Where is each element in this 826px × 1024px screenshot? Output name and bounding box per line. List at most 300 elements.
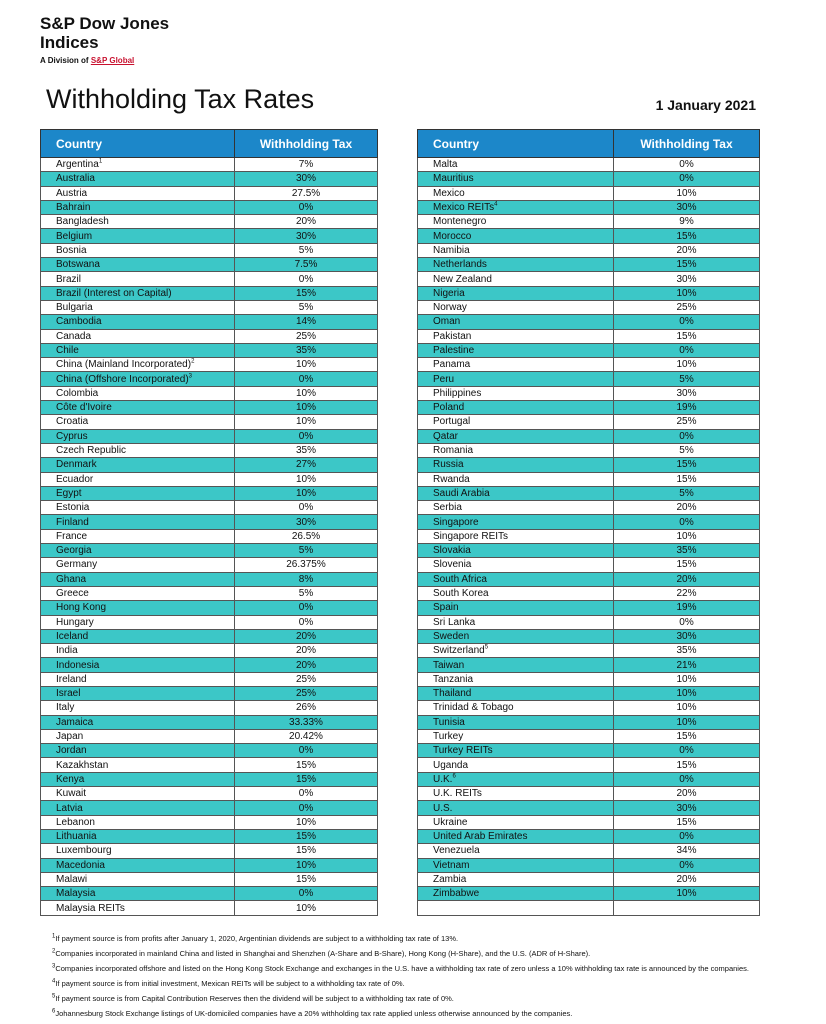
table-row — [41, 887, 378, 901]
country-cell — [41, 343, 235, 357]
country-name: Hong Kong — [56, 602, 107, 614]
country-name: United Arab Emirates — [433, 831, 528, 843]
table-row — [41, 815, 378, 829]
tax-rate-cell: 0% — [235, 429, 378, 443]
table-row — [418, 872, 760, 886]
country-cell — [418, 329, 614, 343]
country-cell — [418, 715, 614, 729]
country-cell — [41, 872, 235, 886]
country-name: Cambodia — [56, 316, 102, 328]
country-name: Pakistan — [433, 330, 472, 342]
country-name: China (Offshore Incorporated) — [56, 373, 189, 385]
tax-rate-cell: 30% — [614, 200, 760, 214]
tax-rate-cell: 10% — [614, 686, 760, 700]
table-row — [41, 629, 378, 643]
footnote-marker: 6 — [452, 773, 456, 780]
table-row — [418, 658, 760, 672]
table-row — [418, 358, 760, 372]
table-row — [418, 472, 760, 486]
country-header: Country — [418, 130, 614, 158]
country-cell — [418, 300, 614, 314]
table-row — [41, 415, 378, 429]
tax-rate-cell: 0% — [614, 744, 760, 758]
table-row — [41, 729, 378, 743]
country-cell — [418, 801, 614, 815]
withholding-tax-header: Withholding Tax — [614, 130, 760, 158]
table-row — [418, 343, 760, 357]
tax-rate-cell: 35% — [235, 443, 378, 457]
table-row — [418, 901, 760, 915]
country-cell — [41, 629, 235, 643]
sp-global-brand: S&P Global — [90, 56, 135, 65]
logo-line-1: S&P Dow Jones — [40, 14, 170, 33]
table-header-row — [418, 130, 760, 158]
country-cell — [41, 415, 235, 429]
tax-rate-cell: 30% — [614, 801, 760, 815]
table-row — [41, 615, 378, 629]
country-cell — [41, 458, 235, 472]
footnote — [52, 994, 752, 1004]
table-row — [418, 701, 760, 715]
tax-rate-cell: 10% — [235, 401, 378, 415]
table-row — [41, 215, 378, 229]
tax-rate-cell: 0% — [235, 615, 378, 629]
country-cell — [41, 486, 235, 500]
tax-rate-cell: 30% — [614, 386, 760, 400]
table-row — [41, 486, 378, 500]
tax-rate-cell: 0% — [235, 801, 378, 815]
country-cell — [418, 415, 614, 429]
country-name: Argentina — [56, 159, 99, 171]
table-row — [418, 644, 760, 658]
country-name: Indonesia — [56, 659, 100, 671]
tax-table-left — [40, 129, 378, 916]
table-row — [418, 529, 760, 543]
table-row — [41, 329, 378, 343]
table-row — [41, 315, 378, 329]
country-cell — [418, 501, 614, 515]
tax-rate-cell: 10% — [614, 701, 760, 715]
country-cell — [41, 358, 235, 372]
tax-rate-cell: 25% — [614, 300, 760, 314]
country-name: Lithuania — [56, 831, 97, 843]
country-cell — [418, 744, 614, 758]
footnote-text: If payment source is from initial investment, Mexican REITs will be subject to a withholding tax rate of 0%. — [55, 979, 405, 988]
tax-rate-cell: 14% — [235, 315, 378, 329]
country-cell — [41, 801, 235, 815]
country-name: Nigeria — [433, 287, 465, 299]
table-row — [418, 415, 760, 429]
country-cell — [41, 715, 235, 729]
country-name: Botswana — [56, 259, 100, 271]
table-row — [41, 372, 378, 386]
country-cell — [418, 729, 614, 743]
tax-rate-cell: 20% — [614, 572, 760, 586]
country-cell — [418, 772, 614, 786]
footnote-text: Johannesburg Stock Exchange listings of UK-domiciled companies have a 20% withholding tax rate applied unless otherwise announced by the companies. — [55, 1009, 573, 1018]
country-name: Tunisia — [433, 716, 465, 728]
tax-rate-cell: 5% — [235, 243, 378, 257]
table-row — [41, 672, 378, 686]
footnote-number: 2 — [52, 948, 56, 955]
table-row — [418, 443, 760, 457]
country-cell — [418, 172, 614, 186]
table-row — [41, 229, 378, 243]
tax-rate-cell: 15% — [614, 815, 760, 829]
country-name: Mauritius — [433, 173, 474, 185]
table-row — [41, 286, 378, 300]
tax-rate-cell: 15% — [614, 758, 760, 772]
table-row — [418, 486, 760, 500]
country-cell — [418, 858, 614, 872]
country-name: Poland — [433, 402, 465, 414]
country-name: Malaysia REITs — [56, 902, 125, 914]
tax-rate-cell: 0% — [235, 372, 378, 386]
country-cell — [41, 758, 235, 772]
table-row — [41, 744, 378, 758]
table-row — [418, 172, 760, 186]
country-header: Country — [41, 130, 235, 158]
table-row — [418, 672, 760, 686]
table-row — [41, 258, 378, 272]
country-cell — [41, 729, 235, 743]
table-row — [41, 901, 378, 915]
tax-rate-cell: 10% — [614, 887, 760, 901]
tax-rate-cell: 10% — [235, 858, 378, 872]
country-name: Jordan — [56, 745, 87, 757]
tax-rate-cell: 0% — [235, 744, 378, 758]
tax-rate-cell: 20.42% — [235, 729, 378, 743]
country-name: Taiwan — [433, 659, 465, 671]
tax-rate-cell: 26.375% — [235, 558, 378, 572]
table-row — [41, 501, 378, 515]
country-name: Macedonia — [56, 859, 105, 871]
country-name: Switzerland — [433, 645, 485, 657]
tax-rate-cell: 8% — [235, 572, 378, 586]
table-row — [418, 401, 760, 415]
table-row — [418, 772, 760, 786]
table-row — [41, 844, 378, 858]
tax-rate-cell: 10% — [235, 901, 378, 915]
tax-rate-cell: 19% — [614, 401, 760, 415]
country-name: Côte d'Ivoire — [56, 402, 112, 414]
tax-rate-cell: 10% — [235, 815, 378, 829]
tax-rate-cell: 0% — [235, 272, 378, 286]
tax-rate-cell: 15% — [614, 229, 760, 243]
country-name: Namibia — [433, 244, 470, 256]
tax-rate-cell: 5% — [235, 544, 378, 558]
country-name: Finland — [56, 516, 89, 528]
table-row — [418, 200, 760, 214]
table-row — [418, 544, 760, 558]
country-name: China (Mainland Incorporated) — [56, 359, 192, 371]
country-name: Sweden — [433, 630, 470, 642]
footnote-number: 5 — [52, 993, 56, 1000]
tax-rate-cell: 10% — [614, 186, 760, 200]
table-row — [418, 286, 760, 300]
country-name: U.S. — [433, 802, 453, 814]
table-row — [418, 515, 760, 529]
table-row — [418, 315, 760, 329]
country-cell — [41, 429, 235, 443]
country-name: Serbia — [433, 502, 462, 514]
tax-rate-cell: 9% — [614, 215, 760, 229]
country-name: Russia — [433, 459, 464, 471]
country-name: Zimbabwe — [433, 888, 480, 900]
country-name: Hungary — [56, 616, 94, 628]
table-row — [41, 386, 378, 400]
country-cell — [418, 672, 614, 686]
footnote-text: If payment source is from profits after January 1, 2020, Argentinian dividends are subject to a withholding tax rate of 13%. — [55, 934, 459, 943]
footnote-text: If payment source is from Capital Contribution Reserves then the dividend will be subject to a withholding tax rate of 0%. — [55, 994, 454, 1003]
tax-rate-cell: 20% — [235, 658, 378, 672]
country-name: Panama — [433, 359, 471, 371]
tax-rate-cell: 0% — [614, 772, 760, 786]
country-name: Ecuador — [56, 473, 94, 485]
country-cell — [41, 901, 235, 915]
tax-table-right — [417, 129, 760, 916]
logo-line-2: Indices — [40, 33, 99, 52]
division-prefix: A Division of — [40, 56, 89, 65]
country-cell — [418, 758, 614, 772]
country-name: Rwanda — [433, 473, 470, 485]
footnote-marker: 2 — [191, 358, 195, 365]
country-cell — [418, 586, 614, 600]
country-cell — [418, 601, 614, 615]
tax-rate-cell: 0% — [614, 172, 760, 186]
table-row — [41, 858, 378, 872]
country-name: Kazakhstan — [56, 759, 109, 771]
tax-rate-cell: 0% — [614, 343, 760, 357]
country-name: Malawi — [56, 873, 88, 885]
table-row — [418, 887, 760, 901]
country-cell — [418, 286, 614, 300]
country-name: Malaysia — [56, 888, 96, 900]
table-row — [41, 686, 378, 700]
tax-rate-cell: 30% — [614, 272, 760, 286]
footnote-number: 6 — [52, 1008, 56, 1015]
table-row — [418, 615, 760, 629]
tax-rate-cell: 15% — [235, 829, 378, 843]
country-cell — [418, 701, 614, 715]
table-row — [418, 858, 760, 872]
country-cell — [418, 458, 614, 472]
country-cell — [41, 186, 235, 200]
effective-date: 1 January 2021 — [655, 97, 756, 113]
table-row — [418, 829, 760, 843]
table-row — [41, 586, 378, 600]
table-row — [418, 758, 760, 772]
country-name: Bosnia — [56, 244, 87, 256]
table-row — [41, 829, 378, 843]
country-cell — [41, 472, 235, 486]
tax-rate-cell: 35% — [614, 644, 760, 658]
country-name: Malta — [433, 159, 458, 171]
table-row — [418, 729, 760, 743]
tax-rate-cell: 26% — [235, 701, 378, 715]
country-name: Qatar — [433, 430, 459, 442]
country-name: Ukraine — [433, 816, 468, 828]
tax-rate-cell: 15% — [614, 329, 760, 343]
country-cell — [418, 243, 614, 257]
sp-dow-jones-logo — [40, 14, 169, 65]
country-name: Italy — [56, 702, 75, 714]
footnote-marker: 5 — [484, 644, 489, 651]
country-name: Kuwait — [56, 788, 87, 800]
tax-rate-cell: 5% — [614, 486, 760, 500]
table-row — [418, 601, 760, 615]
country-cell — [41, 544, 235, 558]
country-cell — [41, 172, 235, 186]
tax-rate-cell: 15% — [235, 772, 378, 786]
tax-rate-cell: 15% — [614, 458, 760, 472]
country-cell — [418, 686, 614, 700]
country-name: Slovenia — [433, 559, 472, 571]
country-name: Luxembourg — [56, 845, 112, 857]
tax-rate-cell: 25% — [235, 672, 378, 686]
country-cell — [418, 158, 614, 172]
tax-rate-cell: 20% — [235, 215, 378, 229]
country-cell — [418, 401, 614, 415]
country-cell — [41, 158, 235, 172]
table-row — [41, 515, 378, 529]
tax-rate-cell — [614, 901, 760, 915]
table-row — [41, 443, 378, 457]
country-cell — [418, 486, 614, 500]
table-row — [41, 658, 378, 672]
table-row — [41, 358, 378, 372]
tax-rate-cell: 15% — [235, 758, 378, 772]
tax-rate-cell: 5% — [614, 372, 760, 386]
country-name: Peru — [433, 373, 455, 385]
tax-rate-cell: 0% — [235, 887, 378, 901]
table-row — [41, 401, 378, 415]
table-row — [41, 715, 378, 729]
table-row — [41, 243, 378, 257]
country-cell — [41, 315, 235, 329]
country-name: Oman — [433, 316, 461, 328]
country-cell — [418, 472, 614, 486]
table-row — [41, 801, 378, 815]
table-row — [418, 501, 760, 515]
footnote — [52, 979, 752, 989]
country-name: Portugal — [433, 416, 471, 428]
country-cell — [418, 901, 614, 915]
country-cell — [418, 787, 614, 801]
country-cell — [41, 272, 235, 286]
country-cell — [41, 200, 235, 214]
country-name: Czech Republic — [56, 445, 127, 457]
tax-rate-cell: 10% — [614, 358, 760, 372]
tax-rate-cell: 0% — [235, 501, 378, 515]
tax-rate-cell: 26.5% — [235, 529, 378, 543]
country-name: U.K. — [433, 773, 453, 785]
country-cell — [418, 215, 614, 229]
country-cell — [418, 386, 614, 400]
footnote — [52, 1009, 752, 1019]
country-name: Slovakia — [433, 545, 471, 557]
footnote — [52, 964, 752, 974]
country-name: Spain — [433, 602, 459, 614]
tax-rate-cell: 10% — [614, 286, 760, 300]
country-name: Bahrain — [56, 202, 91, 214]
table-row — [41, 701, 378, 715]
country-cell — [41, 829, 235, 843]
country-name: Chile — [56, 345, 79, 356]
country-name: Morocco — [433, 230, 472, 242]
country-cell — [41, 887, 235, 901]
country-name: Greece — [56, 588, 89, 600]
table-row — [41, 758, 378, 772]
table-row — [41, 872, 378, 886]
country-cell — [418, 343, 614, 357]
footnote-marker: 4 — [494, 201, 498, 208]
tax-rate-cell: 15% — [614, 258, 760, 272]
tax-rate-cell: 33.33% — [235, 715, 378, 729]
country-cell — [41, 443, 235, 457]
tax-rate-cell: 0% — [614, 429, 760, 443]
table-row — [418, 715, 760, 729]
table-row — [418, 329, 760, 343]
tax-rate-cell: 10% — [235, 386, 378, 400]
table-row — [41, 200, 378, 214]
tax-rate-cell: 10% — [614, 529, 760, 543]
country-name: Saudi Arabia — [433, 487, 490, 499]
table-row — [41, 558, 378, 572]
tax-rate-cell: 0% — [614, 858, 760, 872]
tax-rate-cell: 20% — [235, 629, 378, 643]
footnotes — [52, 934, 752, 1024]
country-name: Tanzania — [433, 673, 474, 685]
country-cell — [418, 829, 614, 843]
tax-rate-cell: 0% — [614, 829, 760, 843]
country-name: Ghana — [56, 573, 87, 585]
tax-rate-cell: 15% — [614, 558, 760, 572]
country-name: Cyprus — [56, 430, 88, 442]
tax-rate-cell: 10% — [235, 486, 378, 500]
country-cell — [41, 243, 235, 257]
tax-rate-cell: 30% — [235, 229, 378, 243]
country-cell — [418, 529, 614, 543]
country-cell — [418, 272, 614, 286]
tax-rate-cell: 15% — [614, 729, 760, 743]
table-row — [418, 744, 760, 758]
tax-rate-cell: 10% — [614, 715, 760, 729]
country-name: Egypt — [56, 487, 82, 499]
country-cell — [418, 229, 614, 243]
table-row — [41, 186, 378, 200]
country-name: Sri Lanka — [433, 616, 476, 628]
table-row — [418, 300, 760, 314]
tax-rate-cell: 19% — [614, 601, 760, 615]
tax-rate-cell: 20% — [235, 644, 378, 658]
footnote-marker: 1 — [98, 158, 103, 165]
tax-rate-cell: 10% — [235, 472, 378, 486]
country-cell — [41, 229, 235, 243]
tax-rate-cell: 30% — [235, 515, 378, 529]
country-name: Venezuela — [433, 845, 480, 857]
country-name: France — [56, 530, 88, 542]
country-name: Belgium — [56, 230, 93, 242]
country-name: Japan — [56, 731, 84, 743]
table-row — [418, 186, 760, 200]
country-cell — [41, 858, 235, 872]
table-row — [418, 229, 760, 243]
table-row — [41, 787, 378, 801]
tax-rate-cell: 15% — [235, 844, 378, 858]
table-row — [418, 629, 760, 643]
table-row — [41, 429, 378, 443]
